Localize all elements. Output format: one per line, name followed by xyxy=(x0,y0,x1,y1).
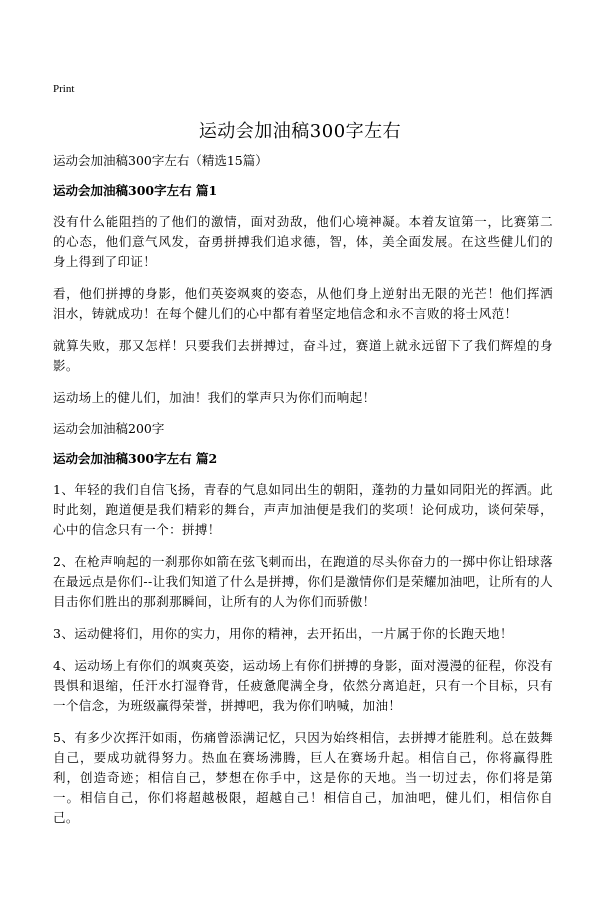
print-label: Print xyxy=(53,83,75,95)
paragraph: 1、年轻的我们自信飞扬，青春的气息如同出生的朝阳，蓬勃的力量如同阳光的挥洒。此时此刻，跑道便是我们精彩的舞台，声声加油便是我们的奖项！论何成功，谈何荣辱，心中的信念只有一个：拼搏！ xyxy=(53,482,553,537)
paragraph: 4、运动场上有你们的飒爽英姿，运动场上有你们拼搏的身影，面对漫漫的征程，你没有畏惧和退缩，任汗水打湿脊背，任疲惫爬满全身，依然分离追赶，只有一个目标，只有一个信念，为班级赢得荣誉，拼搏吧，我为你们呐喊，加油！ xyxy=(53,658,553,713)
paragraph: 运动场上的健儿们，加油！我们的掌声只为你们而响起！ xyxy=(53,390,376,405)
section-heading-2: 运动会加油稿300字左右 篇2 xyxy=(53,451,218,466)
paragraph: 就算失败，那又怎样！只要我们去拼搏过，奋斗过，赛道上就永远留下了我们辉煌的身影。 xyxy=(53,338,553,373)
paragraph: 看，他们拼搏的身影，他们英姿飒爽的姿态，从他们身上逆射出无限的光芒！他们挥洒泪水，铸就成功！在每个健儿们的心中都有着坚定地信念和永不言败的将士风范！ xyxy=(53,286,553,321)
paragraph: 3、运动健将们，用你的实力，用你的精神，去开拓出，一片属于你的长跑天地！ xyxy=(53,626,513,641)
document-subtitle: 运动会加油稿300字左右（精选15篇） xyxy=(53,153,268,168)
paragraph: 5、有多少次挥汗如雨，伤痛曾添满记忆，只因为始终相信，去拼搏才能胜利。总在鼓舞自己，要成功就得努力。热血在赛场沸腾，巨人在赛场升起。相信自己，你将赢得胜利，创造奇迹；相信自己，梦想在你手中，这是你的天地。当一切过去，你们将是第一。相信自己，你们将超越极限，超越自己！相信自己，加油吧，健儿们，相信你自己。 xyxy=(53,730,553,825)
paragraph: 2、在枪声响起的一刹那你如箭在弦飞刺而出，在跑道的尽头你奋力的一掷中你让铅球落在最远点是你们--让我们知道了什么是拼搏，你们是激情你们是荣耀加油吧，让所有的人目击你们胜出的那刹那瞬间，让所有的人为你们而骄傲！ xyxy=(53,554,553,609)
page-title: 运动会加油稿300字左右 xyxy=(198,121,402,142)
section-footer-line: 运动会加油稿200字 xyxy=(53,421,165,436)
document-body xyxy=(53,152,553,840)
section-heading-1: 运动会加油稿300字左右 篇1 xyxy=(53,183,218,198)
paragraph: 没有什么能阻挡的了他们的激情，面对劲敌，他们心境神凝。本着友谊第一，比赛第二的心态，他们意气风发，奋勇拼搏我们追求德，智，体，美全面发展。在这些健儿们的身上得到了印证！ xyxy=(53,214,553,269)
